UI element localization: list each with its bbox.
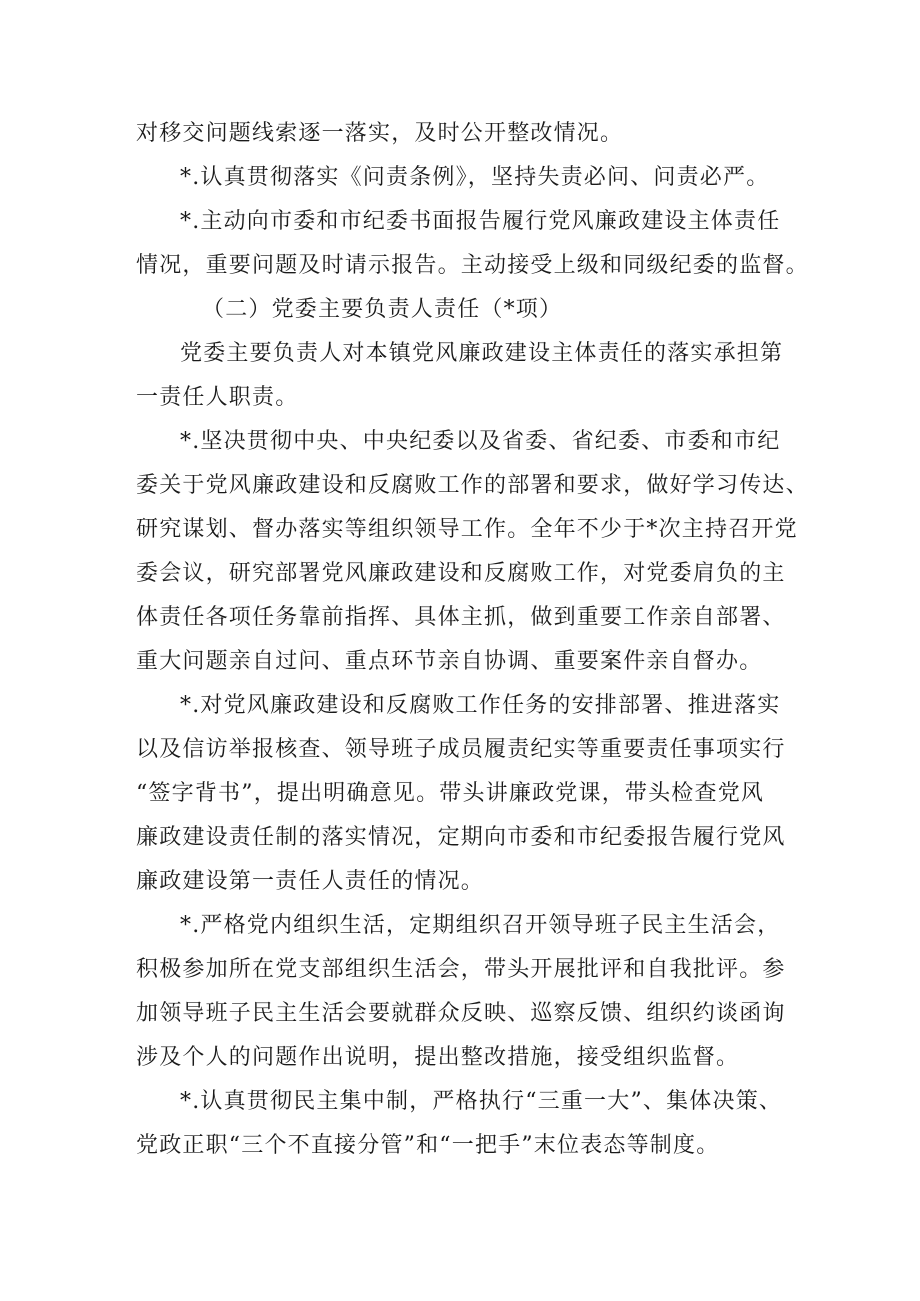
text-line: 体责任各项任务靠前指挥、具体主抓，做到重要工作亲自部署、 bbox=[136, 605, 786, 630]
text-line: “签字背书”，提出明确意见。带头讲廉政党课，带头检查党风 bbox=[136, 781, 765, 806]
text-line: 加领导班子民主生活会要就群众反映、巡察反馈、组织约谈函询 bbox=[136, 1001, 786, 1026]
text-line: *.认真贯彻民主集中制，严格执行“三重一大”、集体决策、 bbox=[180, 1089, 783, 1114]
text-line: 以及信访举报核查、领导班子成员履责纪实等重要责任事项实行 bbox=[136, 737, 786, 762]
text-line: 重大问题亲自过问、重点环节亲自协调、重要案件亲自督办。 bbox=[136, 649, 763, 674]
text-line: *.认真贯彻落实《问责条例》，坚持失责必问、问责必严。 bbox=[180, 165, 770, 190]
text-line: *.严格党内组织生活，定期组织召开领导班子民主生活会， bbox=[180, 913, 781, 938]
text-line: *.坚决贯彻中央、中央纪委以及省委、省纪委、市委和市纪 bbox=[180, 429, 781, 454]
text-line: 党委主要负责人对本镇党风廉政建设主体责任的落实承担第 bbox=[180, 341, 784, 366]
text-line: 一责任人职责。 bbox=[136, 385, 299, 410]
section-heading: （二）党委主要负责人责任（*项） bbox=[202, 297, 563, 322]
text-line: 对移交问题线索逐一落实，及时公开整改情况。 bbox=[136, 121, 624, 146]
text-line: 情况，重要问题及时请示报告。主动接受上级和同级纪委的监督。 bbox=[136, 253, 809, 278]
body-text bbox=[136, 112, 809, 1168]
text-line: *.对党风廉政建设和反腐败工作任务的安排部署、推进落实 bbox=[180, 693, 781, 718]
text-line: 积极参加所在党支部组织生活会，带头开展批评和自我批评。参 bbox=[136, 957, 786, 982]
text-line: 委关于党风廉政建设和反腐败工作的部署和要求，做好学习传达、 bbox=[136, 473, 809, 498]
text-line: 研究谋划、督办落实等组织领导工作。全年不少于*次主持召开党 bbox=[136, 517, 798, 542]
text-line: 廉政建设责任制的落实情况，定期向市委和市纪委报告履行党风 bbox=[136, 825, 786, 850]
text-line: 廉政建设第一责任人责任的情况。 bbox=[136, 869, 485, 894]
text-line: *.主动向市委和市纪委书面报告履行党风廉政建设主体责任 bbox=[180, 209, 781, 234]
text-line: 委会议，研究部署党风廉政建设和反腐败工作，对党委肩负的主 bbox=[136, 561, 786, 586]
text-line: 涉及个人的问题作出说明，提出整改措施，接受组织监督。 bbox=[136, 1045, 740, 1070]
text-line: 党政正职“三个不直接分管”和“一把手”末位表态等制度。 bbox=[136, 1133, 720, 1158]
